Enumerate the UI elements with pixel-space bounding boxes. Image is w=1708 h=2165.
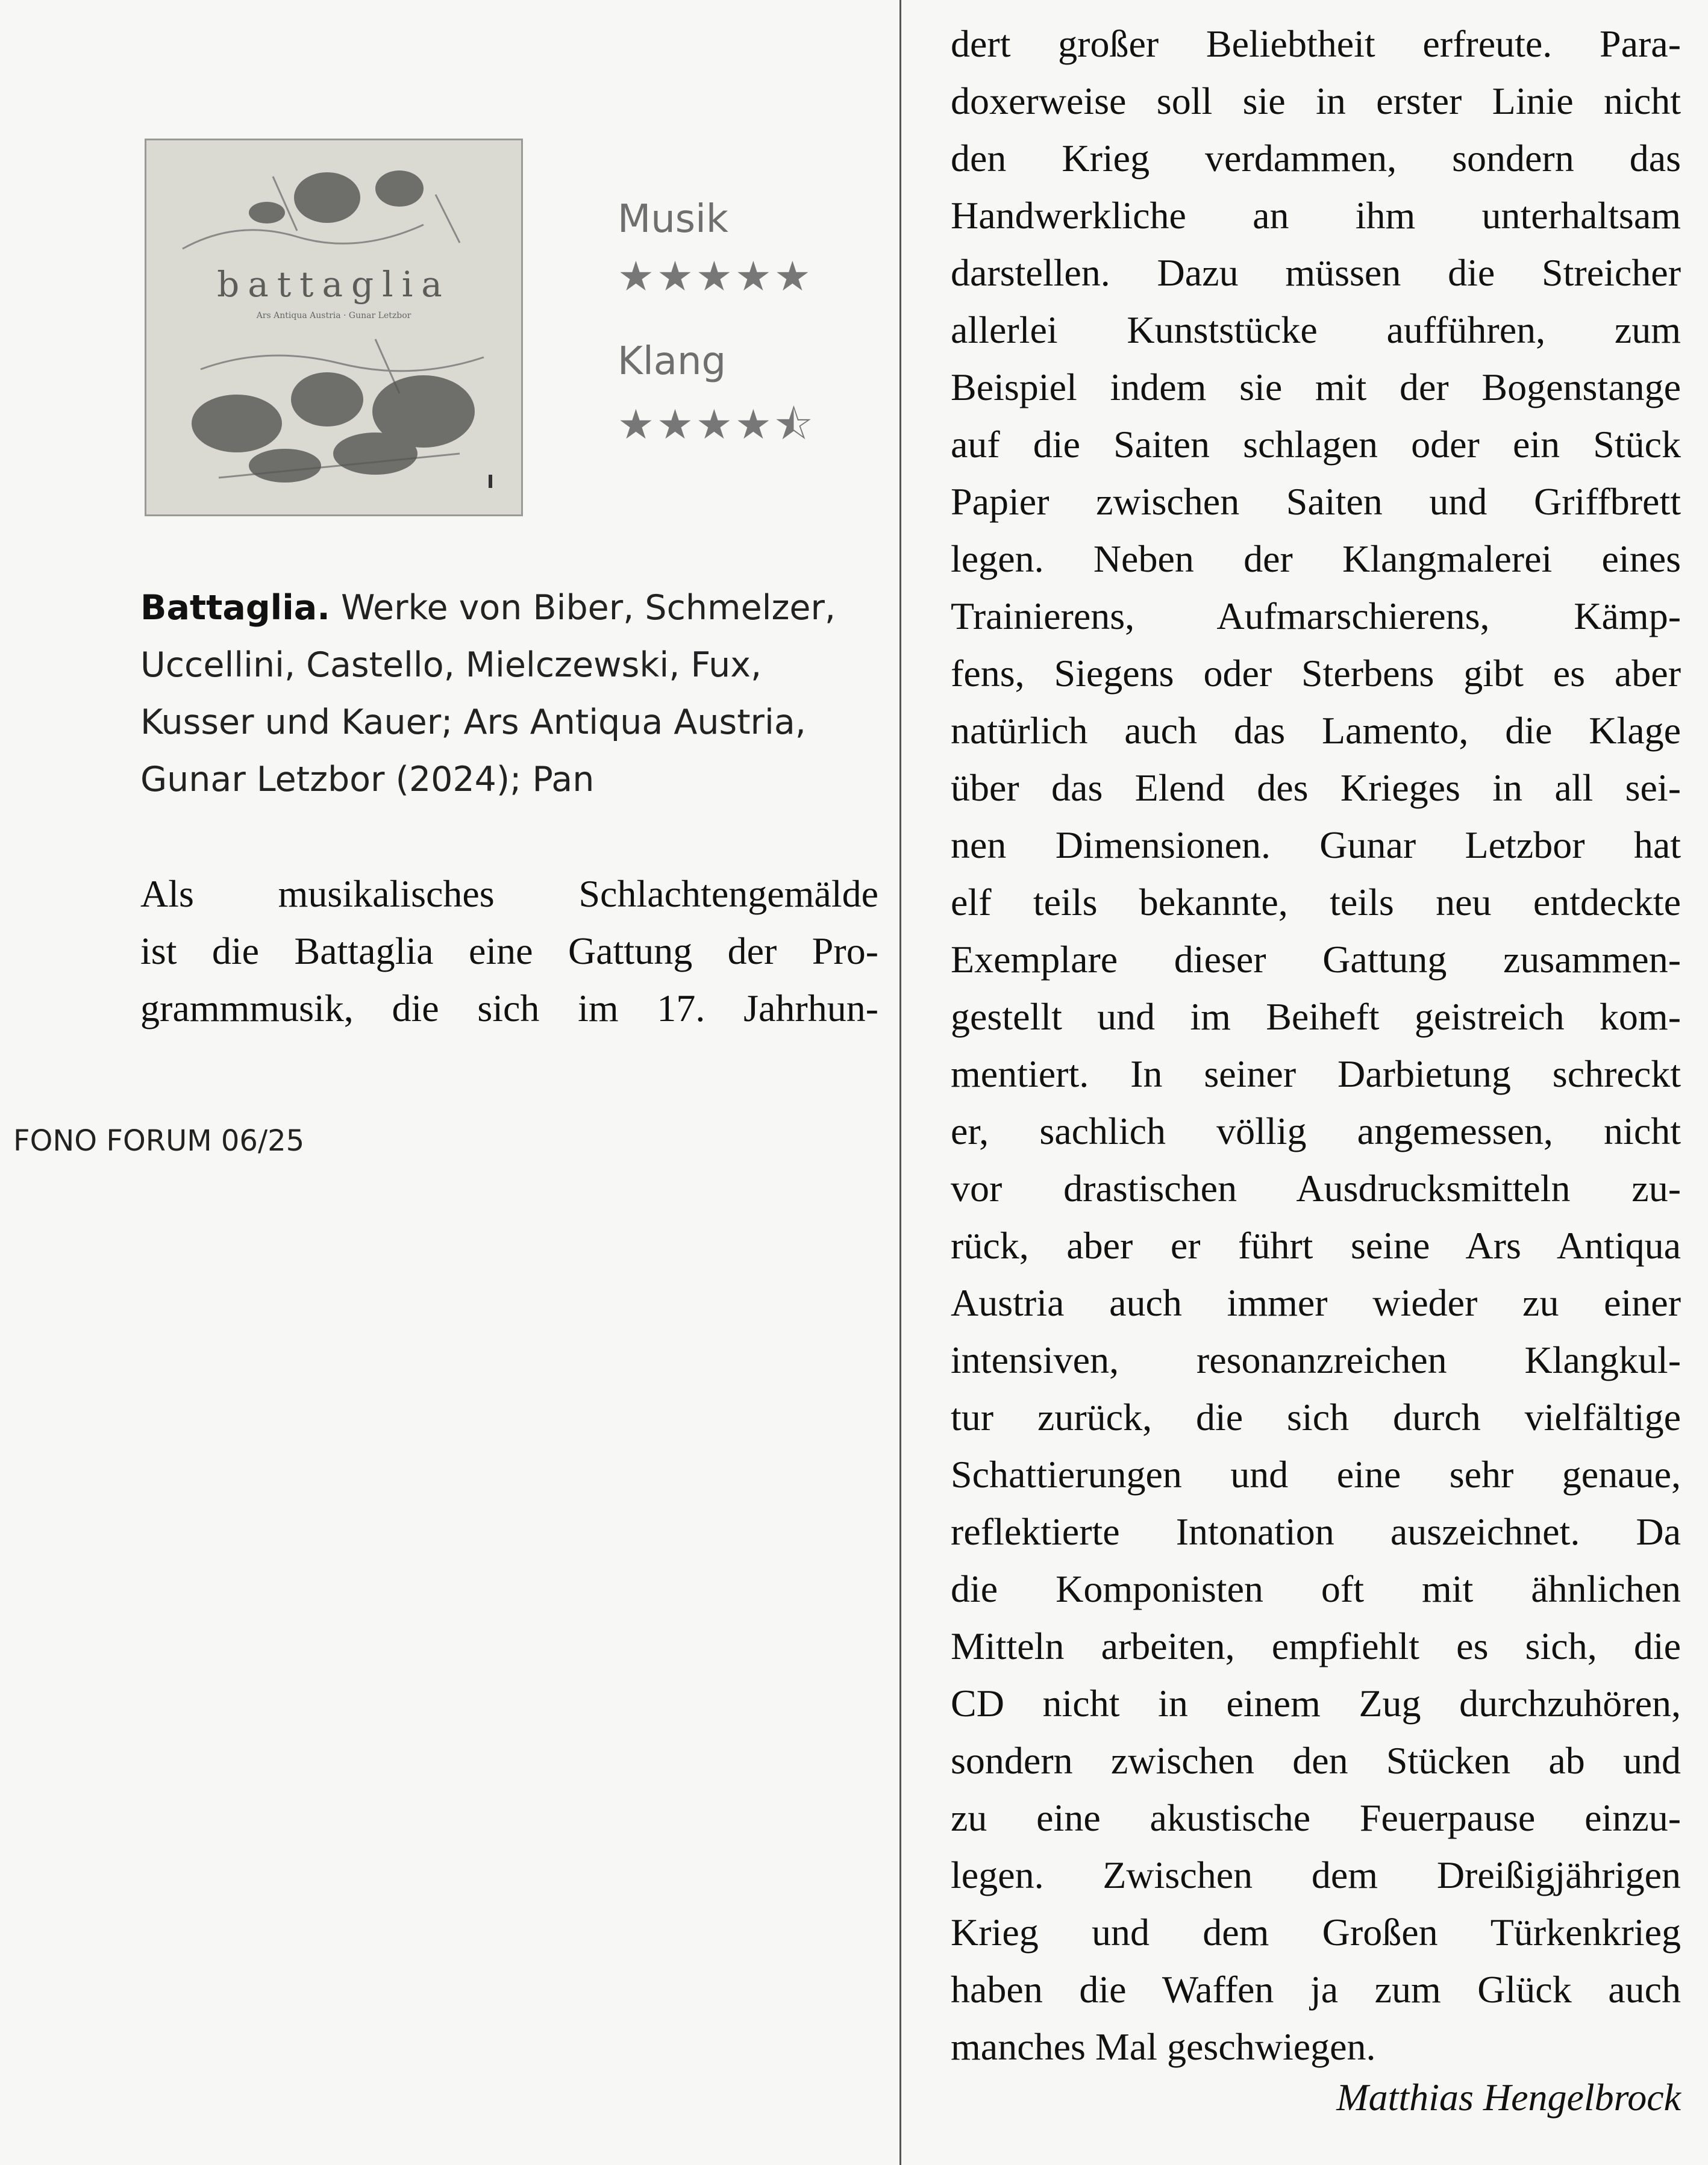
text-line: mentiert. In seiner Darbietung schreckt	[951, 1052, 1681, 1095]
rating-stars-klang: ★★★★⯪	[618, 401, 816, 449]
text-line: reflektierte Intonation auszeichnet. Da	[951, 1510, 1681, 1553]
text-line: natürlich auch das Lamento, die Klage	[951, 709, 1681, 752]
column-divider	[899, 0, 901, 2165]
text-line: Austria auch immer wieder zu einer	[951, 1281, 1681, 1324]
text-line: manches Mal geschwiegen.	[951, 2025, 1376, 2068]
text-line: gestellt und im Beiheft geistreich kom-	[951, 995, 1681, 1038]
album-info-line-3: Kusser und Kauer; Ars Antiqua Austria,	[140, 702, 806, 742]
text-line: den Krieg verdammen, sondern das	[951, 137, 1681, 180]
text-line: Papier zwischen Saiten und Griffbrett	[951, 480, 1681, 523]
album-info-line-2: Uccellini, Castello, Mielczewski, Fux,	[140, 645, 762, 685]
rating-label-musik: Musik	[618, 197, 728, 242]
text-line: legen. Zwischen dem Dreißigjährigen	[951, 1854, 1681, 1896]
album-info-line-4: Gunar Letzbor (2024); Pan	[140, 760, 595, 799]
album-info-line-1	[140, 580, 880, 637]
text-line: allerlei Kunststücke aufführen, zum	[951, 308, 1681, 351]
text-line: Mitteln arbeiten, empfiehlt es sich, die	[951, 1625, 1681, 1667]
text-line: grammmusik, die sich im 17. Jahrhun-	[140, 987, 878, 1029]
text-line: zu eine akustische Feuerpause einzu-	[951, 1796, 1681, 1839]
text-line: vor drastischen Ausdrucksmitteln zu-	[951, 1167, 1681, 1210]
text-line: Handwerkliche an ihm unterhaltsam	[951, 194, 1681, 237]
text-line: Als musikalisches Schlachtengemälde	[140, 872, 878, 915]
rating-stars-musik: ★★★★★	[618, 253, 813, 301]
text-line: Krieg und dem Großen Türkenkrieg	[951, 1911, 1681, 1954]
text-line: dert großer Beliebtheit erfreute. Para-	[951, 22, 1681, 65]
album-info	[140, 580, 880, 808]
album-info-text-1: Werke von Biber, Schmelzer,	[341, 588, 836, 628]
text-line: nen Dimensionen. Gunar Letzbor hat	[951, 823, 1681, 866]
text-line: Exemplare dieser Gattung zusammen-	[951, 938, 1681, 981]
text-line: haben die Waffen ja zum Glück auch	[951, 1968, 1681, 2011]
text-line: darstellen. Dazu müssen die Streicher	[951, 251, 1681, 294]
text-line: Schattierungen und eine sehr genaue,	[951, 1453, 1681, 1496]
text-line: CD nicht in einem Zug durchzuhören,	[951, 1682, 1681, 1725]
text-line: ist die Battaglia eine Gattung der Pro-	[140, 929, 878, 972]
album-title: Battaglia.	[140, 588, 330, 628]
album-cover	[145, 139, 523, 516]
text-line: auf die Saiten schlagen oder ein Stück	[951, 423, 1681, 466]
text-line: doxerweise soll sie in erster Linie nicht	[951, 80, 1681, 122]
text-line: legen. Neben der Klangmalerei eines	[951, 537, 1681, 580]
author-name: Matthias Hengelbrock	[1336, 2076, 1681, 2119]
cover-illustration	[146, 140, 521, 514]
publication-footer: FONO FORUM 06/25	[13, 1124, 305, 1158]
text-line: intensiven, resonanzreichen Klangkul-	[951, 1339, 1681, 1381]
cover-subtitle: Ars Antiqua Austria · Gunar Letzbor	[256, 311, 411, 320]
text-line: Beispiel indem sie mit der Bogenstange	[951, 366, 1681, 408]
text-line: die Komponisten oft mit ähnlichen	[951, 1567, 1681, 1610]
text-line: fens, Siegens oder Sterbens gibt es aber	[951, 652, 1681, 695]
text-line: er, sachlich völlig angemessen, nicht	[951, 1110, 1681, 1152]
text-line: elf teils bekannte, teils neu entdeckte	[951, 881, 1681, 923]
text-line: über das Elend des Krieges in all sei-	[951, 766, 1681, 809]
text-line: Trainierens, Aufmarschierens, Kämp-	[951, 595, 1681, 637]
rating-label-klang: Klang	[618, 339, 727, 384]
text-line: rück, aber er führt seine Ars Antiqua	[951, 1224, 1681, 1267]
text-line: sondern zwischen den Stücken ab und	[951, 1739, 1681, 1782]
text-line: tur zurück, die sich durch vielfältige	[951, 1396, 1681, 1439]
cover-title: battaglia	[217, 264, 451, 305]
